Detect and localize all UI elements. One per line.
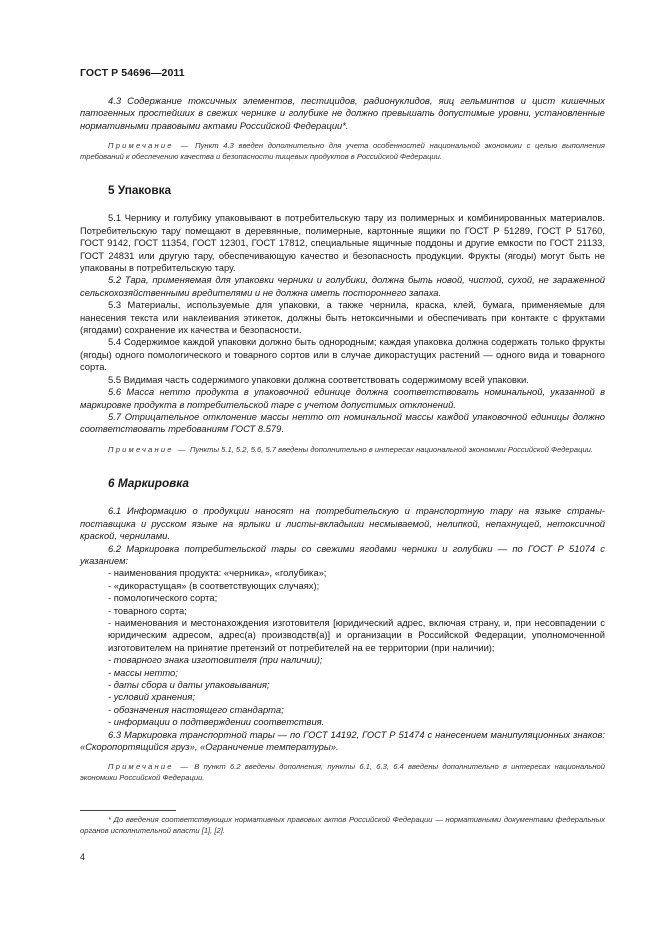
clause-6-2: 6.2 Маркировка потребительской тары со свежими ягодами черники и голубики — по ГОСТ Р 51074 с указанием:	[80, 542, 605, 566]
clause-5-5: 5.5 Видимая часть содержимого упаковки должна соответствовать содержимому всей упаковки.	[108, 373, 529, 385]
clause-5-6: 5.6 Масса нетто продукта в упаковочной единице должна соответствовать номинальной, указанной в маркировке продукта в потребительской таре с учетом допустимых отклонений.	[80, 386, 605, 410]
list-item: - даты сбора и даты упаковывания;	[108, 679, 270, 690]
note-lead: Примечание —	[108, 444, 188, 454]
footnote-divider	[80, 810, 176, 811]
note-clause-4-3	[80, 141, 605, 162]
list-item: - наименования продукта: «черника», «голубика»;	[108, 567, 327, 579]
page-number: 4	[80, 852, 86, 862]
section-6-title: 6 Маркировка	[108, 476, 189, 491]
note-lead: Примечание —	[108, 762, 190, 772]
list-item: - массы нетто;	[108, 666, 178, 678]
marking-list	[80, 567, 605, 728]
list-item: - помологического сорта;	[108, 592, 218, 604]
page-content	[80, 95, 605, 784]
clause-6-3: 6.3 Маркировка транспортной тары — по ГОСТ 14192, ГОСТ Р 51474 с нанесением манипуляционных знаков: «Скоропортящийся груз», «Ограничение температуры».	[80, 728, 605, 753]
list-item: - наименования и местонахождения изготовителя [юридический адрес, включая страну, и, при несовпадении с юридическим адресом, адрес(а) производств(а)] и организации в Российской Федерации, уполномоченной изготовителем на принятие претензий от потребителей на ее территории (при наличии);	[108, 616, 605, 653]
list-item: - обозначения настоящего стандарта;	[108, 703, 284, 715]
footnote: * До введения соответствующих нормативных правовых актов Российской Федерации — нормативными документами федеральных органов исполнительной власти [1], [2].	[80, 815, 605, 835]
note-section-6	[80, 762, 605, 783]
note-text: В пункт 6.2 введены дополнения, пункты 6.1, 6.3, 6.4 введены дополнительно в интересах национальной экономики Российской Федерации.	[80, 762, 605, 783]
clause-4-3: 4.3 Содержание токсичных элементов, пестицидов, радионуклидов, яиц гельминтов и цист кишечных патогенных простейших в свежих чернике и голубике не должно превышать допустимые уровни, установленные нормативными правовыми актами Российской Федерации*.	[80, 95, 605, 131]
clause-5-4: 5.4 Содержимое каждой упаковки должно быть однородным; каждая упаковка должна содержать только фрукты (ягоды) одного помологического и товарного сортов или в случае дикорастущих растений — одного вида и товарного сорта.	[80, 336, 605, 373]
list-item: - «дикорастущая» (в соответствующих случаях);	[108, 579, 320, 591]
list-item: - условий хранения;	[108, 691, 196, 703]
standard-designation: ГОСТ Р 54696—2011	[80, 67, 185, 79]
list-item: - товарного знака изготовителя (при наличии);	[108, 654, 323, 666]
clause-5-1: 5.1 Чернику и голубику упаковывают в потребительскую тару из полимерных и комбинированных материалов. Потребительскую тару помещают в деревянные, полимерные, картонные ящики по ГОСТ Р 51289, ГОСТ Р 51760, ГОСТ 9142, ГОСТ 11354, ГОСТ 12301, ГОСТ 17812, специальные ящичные поддоны и другие емкости по ГОСТ 21133, ГОСТ 24831 или другую тару, обеспечивающую качество и безопасность продукции. Фрукты (ягоды) могут быть не упакованы в потребительскую тару.	[80, 212, 605, 274]
note-text: Пункты 5.1, 5.2, 5.6, 5.7 введены дополнительно в интересах национальной экономики Российской Федерации.	[189, 444, 594, 454]
note-section-5	[80, 445, 605, 456]
note-text: Пункт 4.3 введен дополнительно для учета особенностей национальной экономики с целью выполнения требований к обеспечению качества и безопасности пищевых продуктов в Российской Федерации.	[80, 141, 605, 161]
list-item: - информации о подтверждении соответствия.	[108, 716, 325, 728]
section-5-title: 5 Упаковка	[108, 183, 172, 198]
clause-5-3: 5.3 Материалы, используемые для упаковки, а также чернила, краска, клей, бумага, применяемые для нанесения текста или наклеивания этикеток, должны быть нетоксичными и обеспечивать при контакте с фруктами (ягодами) сохранение их качества и безопасности.	[80, 299, 605, 336]
note-lead: Примечание —	[108, 141, 191, 151]
clause-5-7: 5.7 Отрицательное отклонение массы нетто от номинальной массы каждой упаковочной единицы должно соответствовать требованиям ГОСТ 8.579.	[80, 410, 605, 435]
clause-6-1: 6.1 Информацию о продукции наносят на потребительскую и транспортную тару на языке страны-поставщика и русском языке на ярлыки и листы-вкладыши несмываемой, нелипкой, непахнущей, нетоксичной краской, чернилами.	[80, 505, 605, 542]
clause-5-2: 5.2 Тара, применяемая для упаковки черники и голубики, должна быть новой, чистой, сухой, не зараженной сельскохозяйственными вредителями и не должна иметь постороннего запаха.	[80, 274, 605, 298]
list-item: - товарного сорта;	[108, 604, 187, 616]
